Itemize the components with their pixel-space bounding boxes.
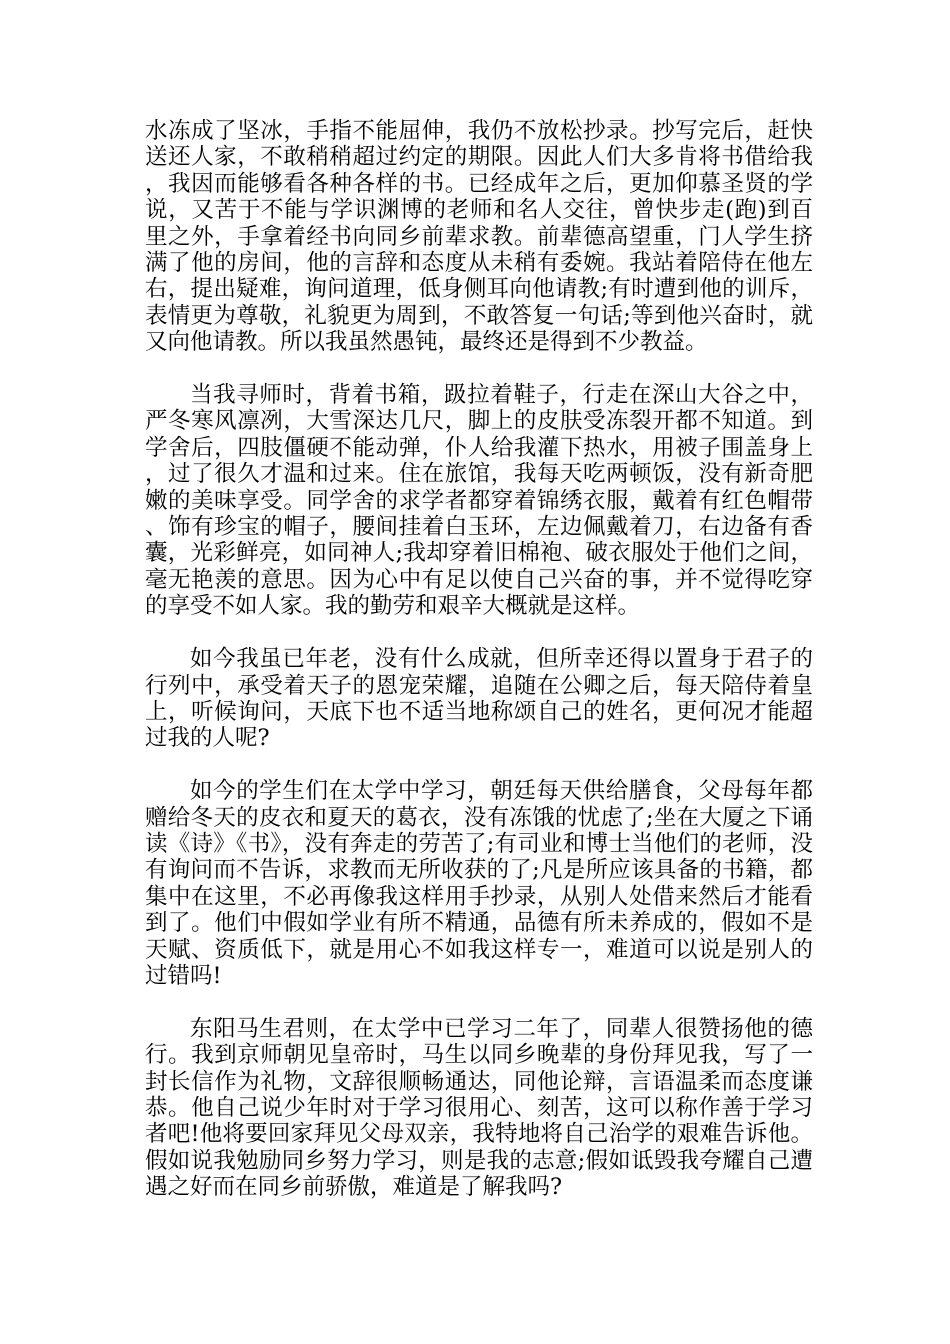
paragraph-1: 水冻成了坚冰，手指不能屈伸，我仍不放松抄录。抄写完后，赶快送还人家，不敢稍稍超过约定的期限。因此人们大多肯将书借给我，我因而能够看各种各样的书。已经成年之后，更加仰慕圣贤的学说，又苦于不能与学识渊博的老师和名人交往，曾快步走(跑)到百里之外，手拿着经书向同乡前辈求教。前辈德高望重，门人学生挤满了他的房间，他的言辞和态度从未稍有委婉。我站着陪侍在他左右，提出疑难，询问道理，低身侧耳向他请教;有时遭到他的训斥，表情更为尊敬，礼貌更为周到，不敢答复一句话;等到他兴奋时，就又向他请教。所以我虽然愚钝，最终还是得到不少教益。 — [145, 118, 813, 356]
document-body — [145, 118, 813, 1227]
paragraph-5: 东阳马生君则，在太学中已学习二年了，同辈人很赞扬他的德行。我到京师朝见皇帝时，马生以同乡晚辈的身份拜见我，写了一封长信作为礼物，文辞很顺畅通达，同他论辩，言语温柔而态度谦恭。他自己说少年时对于学习很用心、刻苦，这可以称作善于学习者吧!他将要回家拜见父母双亲，我特地将自己治学的艰难告诉他。假如说我勉励同乡努力学习，则是我的志意;假如诋毁我夸耀自己遭遇之好而在同乡前骄傲，难道是了解我吗? — [145, 1015, 813, 1201]
paragraph-2: 当我寻师时，背着书箱，趿拉着鞋子，行走在深山大谷之中，严冬寒风凛冽，大雪深达几尺，脚上的皮肤受冻裂开都不知道。到学舍后，四肢僵硬不能动弹，仆人给我灌下热水，用被子围盖身上，过了很久才温和过来。住在旅馆，我每天吃两顿饭，没有新奇肥嫩的美味享受。同学舍的求学者都穿着锦绣衣服，戴着有红色帽带、饰有珍宝的帽子，腰间挂着白玉环，左边佩戴着刀，右边备有香囊，光彩鲜亮，如同神人;我却穿着旧棉袍、破衣服处于他们之间，毫无艳羡的意思。因为心中有足以使自己兴奋的事，并不觉得吃穿的享受不如人家。我的勤劳和艰辛大概就是这样。 — [145, 382, 813, 620]
paragraph-3: 如今我虽已年老，没有什么成就，但所幸还得以置身于君子的行列中，承受着天子的恩宠荣耀，追随在公卿之后，每天陪侍着皇上，听候询问，天底下也不适当地称颂自己的姓名，更何况才能超过我的人呢? — [145, 646, 813, 752]
paragraph-4: 如今的学生们在太学中学习，朝廷每天供给膳食，父母每年都赠给冬天的皮衣和夏天的葛衣，没有冻饿的忧虑了;坐在大厦之下诵读《诗》《书》，没有奔走的劳苦了;有司业和博士当他们的老师，没有询问而不告诉，求教而无所收获的了;凡是所应该具备的书籍，都集中在这里，不必再像我这样用手抄录，从别人处借来然后才能看到了。他们中假如学业有所不精通，品德有所未养成的，假如不是天赋、资质低下，就是用心不如我这样专一，难道可以说是别人的过错吗! — [145, 778, 813, 989]
